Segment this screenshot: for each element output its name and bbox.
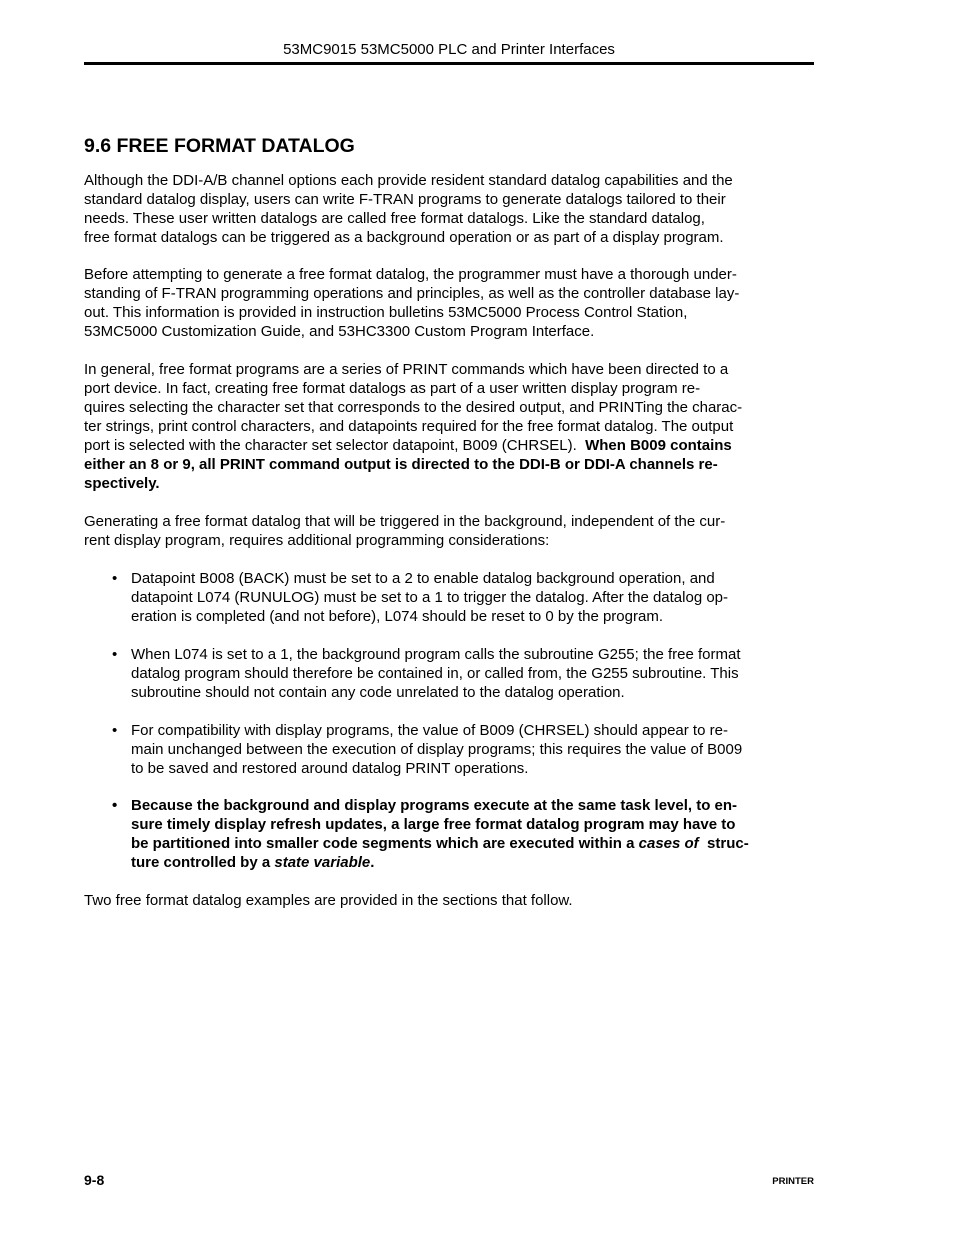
- text-line: Generating a free format datalog that will be triggered in the background, independent of the cur-: [84, 513, 726, 530]
- text-line: Although the DDI-A/B channel options each provide resident standard datalog capabilities and the: [84, 172, 733, 189]
- bullet-marker: •: [112, 646, 118, 663]
- text-line: When L074 is set to a 1, the background program calls the subroutine G255; the free format: [131, 646, 741, 663]
- bullet-item-bold: [131, 796, 814, 872]
- text-line: In general, free format programs are a series of PRINT commands which have been directed to a: [84, 361, 729, 378]
- chapter-label: PRINTER: [772, 1176, 814, 1187]
- paragraph-intro: [84, 171, 814, 247]
- text-line: .: [370, 854, 375, 871]
- text-line: datapoint L074 (RUNULOG) must be set to a 1 to trigger the datalog. After the datalog op-: [131, 589, 729, 606]
- text-line: Two free format datalog examples are provided in the sections that follow.: [84, 892, 573, 909]
- bullet-marker: •: [112, 570, 118, 587]
- text-line: standing of F-TRAN programming operations and principles, as well as the controller database lay-: [84, 285, 740, 302]
- italic-text: state variable: [274, 854, 371, 871]
- bullet-marker: •: [112, 797, 118, 814]
- text-line: ture controlled by a: [131, 854, 275, 871]
- bold-text: When B009 contains: [585, 437, 732, 454]
- text-line: struc-: [702, 835, 749, 852]
- bold-text-line: either an 8 or 9, all PRINT command output is directed to the DDI-B or DDI-A channels re-: [84, 456, 718, 473]
- header-rule: [84, 62, 814, 65]
- page-number: 9-8: [84, 1172, 105, 1188]
- text-line: rent display program, requires additional programming considerations:: [84, 532, 550, 549]
- text-line: Because the background and display programs execute at the same task level, to en-: [131, 797, 738, 814]
- paragraph-print-commands: [84, 360, 814, 493]
- bullet-item: [131, 645, 814, 702]
- text-line: standard datalog display, users can write F-TRAN programs to generate datalogs tailored to their: [84, 191, 726, 208]
- italic-text: cases of: [638, 835, 703, 852]
- text-line: port device. In fact, creating free format datalogs as part of a user written display program re-: [84, 380, 701, 397]
- text-line: 53MC5000 Customization Guide, and 53HC3300 Custom Program Interface.: [84, 323, 595, 340]
- paragraph-closing: [84, 891, 814, 910]
- text-line: For compatibility with display programs, the value of B009 (CHRSEL) should appear to re-: [131, 722, 728, 739]
- text-line: main unchanged between the execution of display programs; this requires the value of B009: [131, 741, 743, 758]
- paragraph-prerequisites: [84, 265, 814, 341]
- section-title: 9.6 FREE FORMAT DATALOG: [84, 135, 355, 157]
- bullet-marker: •: [112, 722, 118, 739]
- text-line: Before attempting to generate a free format datalog, the programmer must have a thorough under-: [84, 266, 737, 283]
- bullet-item: [131, 569, 814, 626]
- text-line: free format datalogs can be triggered as a background operation or as part of a display program.: [84, 229, 724, 246]
- text-line: out. This information is provided in instruction bulletins 53MC5000 Process Control Station,: [84, 304, 688, 321]
- text-line: ter strings, print control characters, and datapoints required for the free format datalog. The output: [84, 418, 734, 435]
- paragraph-background-intro: [84, 512, 814, 550]
- bullet-item: [131, 721, 814, 778]
- text-line: eration is completed (and not before), L074 should be reset to 0 by the program.: [131, 608, 663, 625]
- text-line: sure timely display refresh updates, a large free format datalog program may have to: [131, 816, 736, 833]
- text-line: port is selected with the character set selector datapoint, B009 (CHRSEL).: [84, 437, 586, 454]
- text-line: needs. These user written datalogs are called free format datalogs. Like the standard datalog,: [84, 210, 705, 227]
- text-line: be partitioned into smaller code segments which are executed within a: [131, 835, 639, 852]
- text-line: Datapoint B008 (BACK) must be set to a 2 to enable datalog background operation, and: [131, 570, 715, 587]
- page-header-title: 53MC9015 53MC5000 PLC and Printer Interfaces: [283, 41, 615, 58]
- bold-text-line: spectively.: [84, 475, 160, 492]
- text-line: subroutine should not contain any code unrelated to the datalog operation.: [131, 684, 625, 701]
- text-line: to be saved and restored around datalog PRINT operations.: [131, 760, 529, 777]
- text-line: quires selecting the character set that corresponds to the desired output, and PRINTing the charac-: [84, 399, 743, 416]
- text-line: datalog program should therefore be contained in, or called from, the G255 subroutine. This: [131, 665, 739, 682]
